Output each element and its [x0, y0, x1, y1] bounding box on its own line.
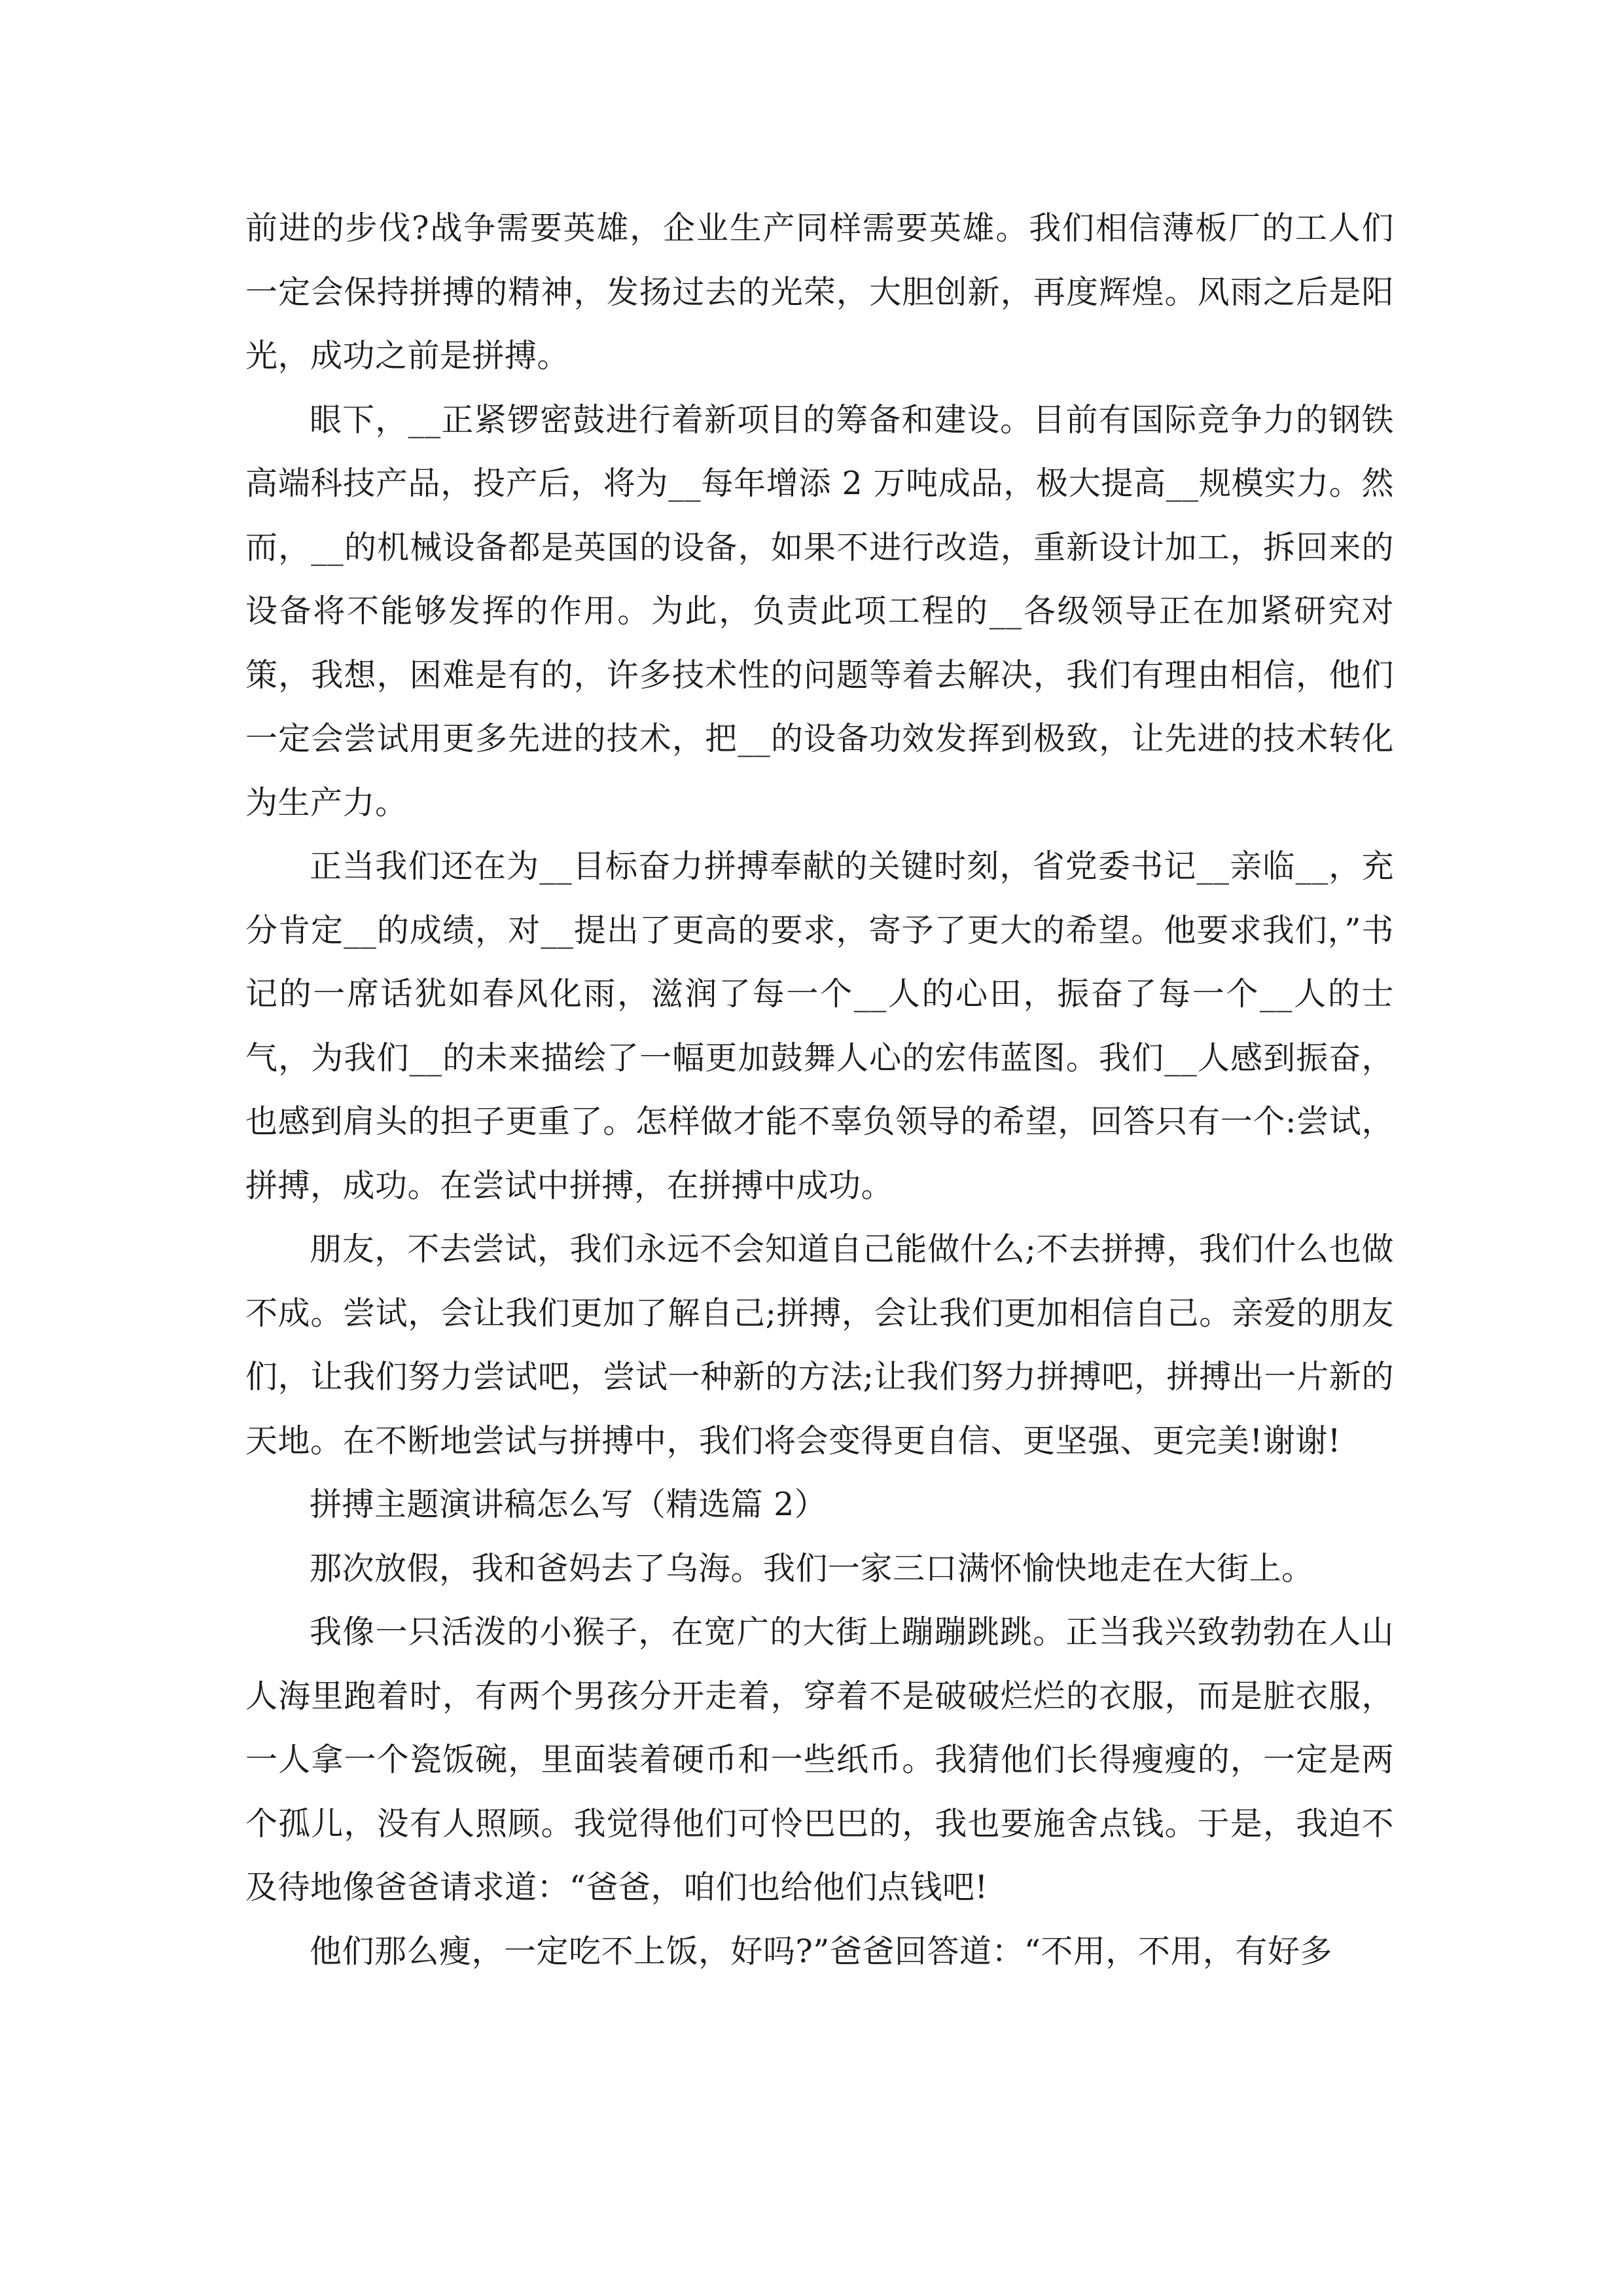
paragraph-new-project: 眼下，__正紧锣密鼓进行着新项目的筹备和建设。目前有国际竞争力的钢铁高端科技产品，投产后，将为__每年增添 2 万吨成品，极大提高__规模实力。然而，__的机械设备都是英国的设备，如果不进行改造，重新设计加工，拆回来的设备将不能够发挥的作用。为此，负责此项工程的__各级领导正在加紧研究对策，我想，困难是有的，许多技术性的问题等着去解决，我们有理由相信，他们一定会尝试用更多先进的技术，把__的设备功效发挥到极致，让先进的技术转化为生产力。 [245, 401, 1394, 821]
paragraph-vacation: 那次放假，我和爸妈去了乌海。我们一家三口满怀愉快地走在大街上。 [310, 1549, 1314, 1587]
document-body [245, 196, 1394, 1983]
section-heading: 拼搏主题演讲稿怎么写（精选篇 2） [310, 1486, 827, 1523]
paragraph-party-secretary: 正当我们还在为__目标奋力拼搏奉献的关键时刻，省党委书记__亲临__，充分肯定__的成绩，对__提出了更高的要求，寄予了更大的希望。他要求我们，”书记的一席话犹如春风化雨，滋润了每一个__人的心田，振奋了每一个__人的士气，为我们__的未来描绘了一幅更加鼓舞人心的宏伟蓝图。我们__人感到振奋，也感到肩头的担子更重了。怎样做才能不辜负领导的希望，回答只有一个:尝试，拼搏，成功。在尝试中拼搏，在拼搏中成功。 [245, 848, 1394, 1204]
paragraph-street: 我像一只活泼的小猴子，在宽广的大街上蹦蹦跳跳。正当我兴致勃勃在人山人海里跑着时，有两个男孩分开走着，穿着不是破破烂烂的衣服，而是脏衣服，一人拿一个瓷饭碗，里面装着硬币和一些纸币。我猜他们长得瘦瘦的，一定是两个孤儿，没有人照顾。我觉得他们可怜巴巴的，我也要施舍点钱。于是，我迫不及待地像爸爸请求道：“爸爸，咱们也给他们点钱吧! [245, 1613, 1394, 1906]
paragraph-father-reply: 他们那么瘦，一定吃不上饭，好吗?”爸爸回答道：“不用，不用，有好多 [310, 1932, 1332, 1970]
paragraph-closing: 朋友，不去尝试，我们永远不会知道自己能做什么;不去拼搏，我们什么也做不成。尝试，会让我们更加了解自己;拼搏，会让我们更加相信自己。亲爱的朋友们，让我们努力尝试吧，尝试一种新的方法;让我们努力拼搏吧，拼搏出一片新的天地。在不断地尝试与拼搏中，我们将会变得更自信、更坚强、更完美!谢谢! [245, 1230, 1394, 1460]
paragraph-continuation: 前进的步伐?战争需要英雄，企业生产同样需要英雄。我们相信薄板厂的工人们一定会保持拼搏的精神，发扬过去的光荣，大胆创新，再度辉煌。风雨之后是阳光，成功之前是拼搏。 [245, 209, 1394, 374]
